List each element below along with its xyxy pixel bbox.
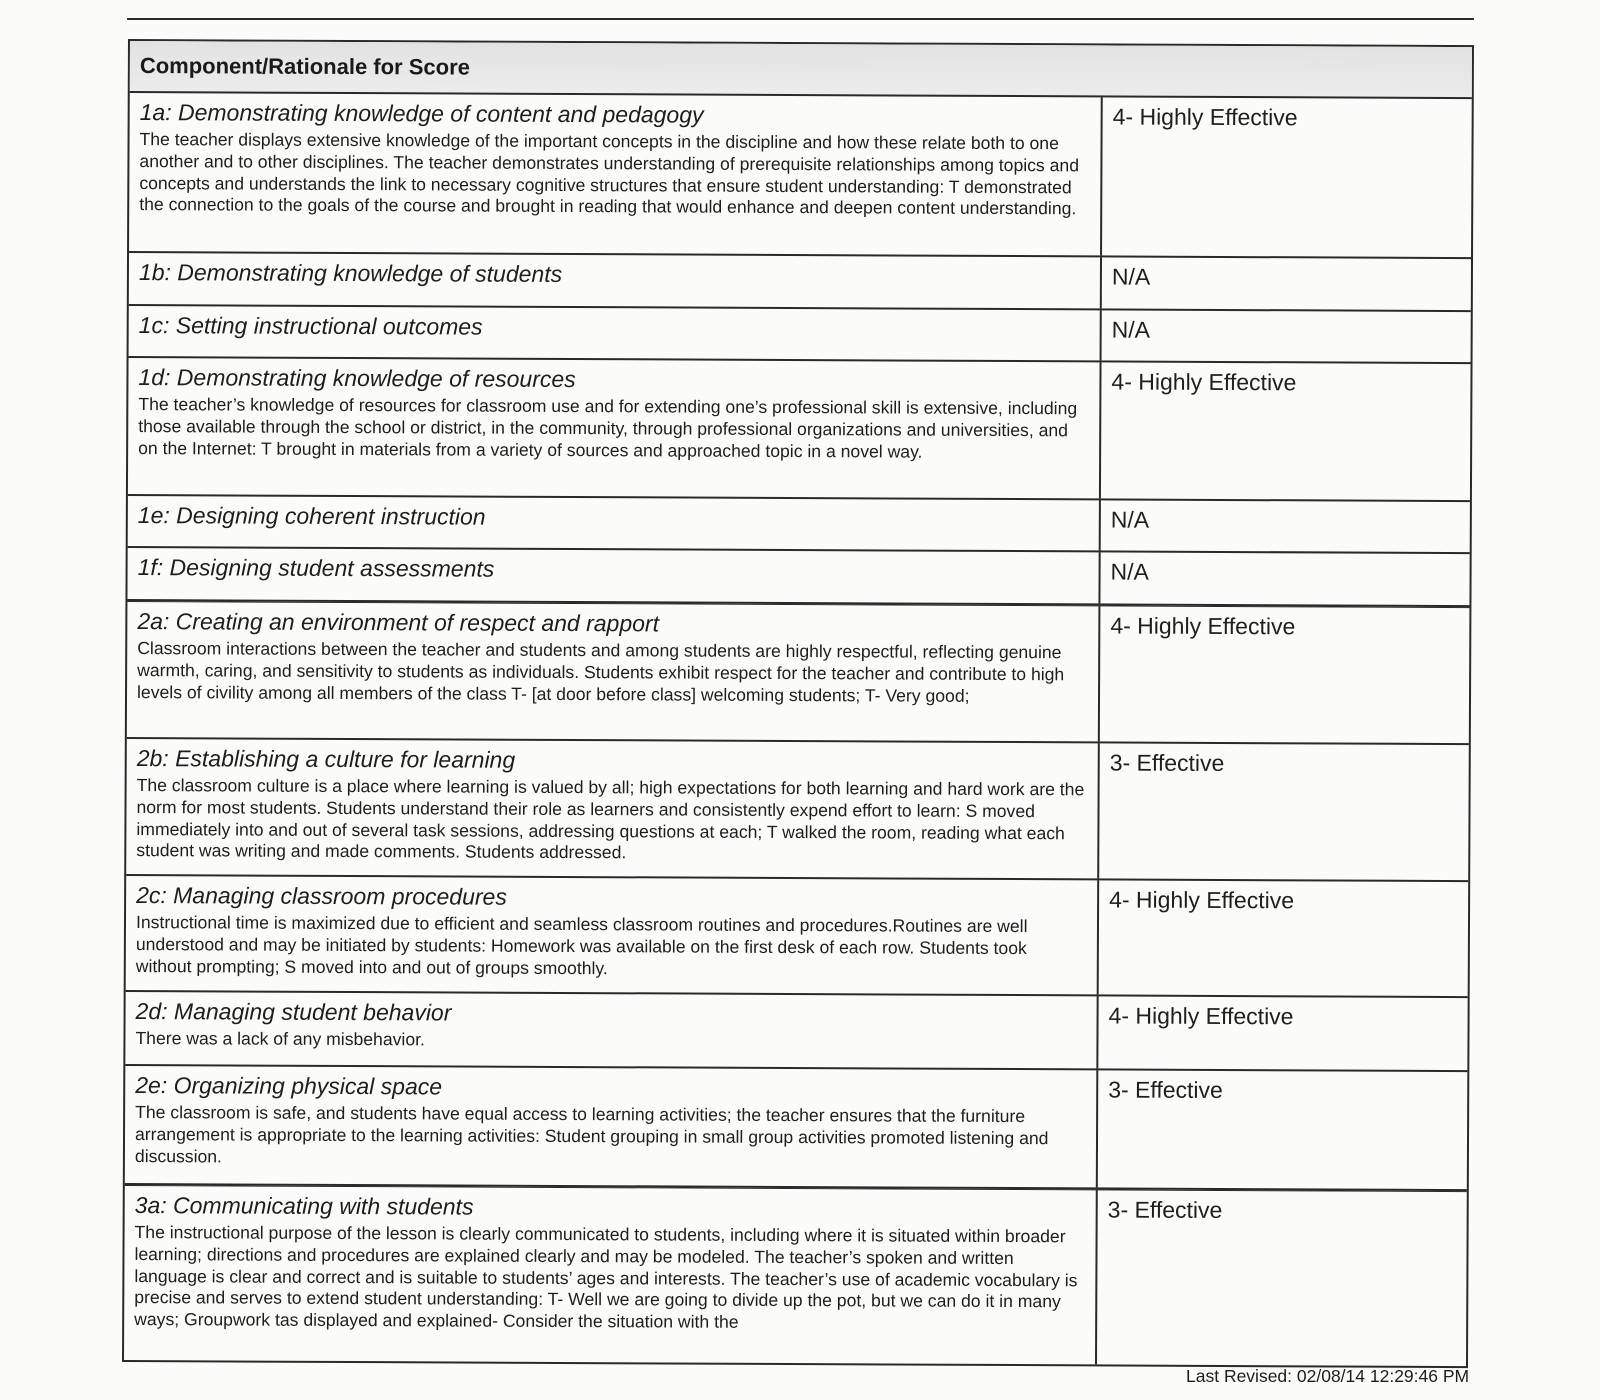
component-cell — [126, 739, 1100, 878]
component-rationale: The teacher displays extensive knowledge of the important concepts in the discipline and how these relate both to one another and to other disciplines. The teacher demonstrates understanding of prerequisite relationships among topics and concepts and understands the link to necessary cognitive structures that ensure student understanding: T demonstrated the connection to the goals of the course and brought in reading that would enhance and deepen content understanding. — [139, 129, 1080, 219]
component-rationale: There was a lack of any misbehavior. — [135, 1028, 425, 1050]
component-title: 3a: Communicating with students — [134, 1192, 474, 1220]
component-rationale: The instructional purpose of the lesson is clearly communicated to students, including where it is situated within broader learning; directions and procedures are explained clearly and may be modeled. The teacher’s spoken and written language is clear and correct and is suitable to students’ ages and interests. The teacher’s use of academic vocabulary is precise and serves to extend student understanding: T- Well we are going to divide up the pot, but we can do it in many ways; Groupwork tas displayed and explained- Consider the situation with the — [134, 1222, 1078, 1332]
component-title: 1d: Demonstrating knowledge of resources — [138, 364, 576, 393]
table-row — [124, 1185, 1467, 1366]
component-rationale: The teacher’s knowledge of resources for classroom use and for extending one’s professional skill is extensive, including those available through the school or district, in the community, through professional organizations and universities, and on the Internet: T brought in materials from a variety of sources and approached topic in a novel way. — [138, 394, 1078, 462]
component-cell — [126, 876, 1100, 994]
score-cell: N/A — [1110, 506, 1150, 533]
component-cell — [128, 496, 1101, 550]
component-rationale: The classroom is safe, and students have equal access to learning activities; the teacher ensures that the furniture arrangement is appropriate to the learning activities: Student grouping in small group activities promoted listening and discussion. — [134, 1102, 1049, 1167]
component-title: 1c: Setting instructional outcomes — [138, 312, 483, 340]
component-cell — [127, 602, 1101, 741]
component-cell — [125, 1066, 1099, 1187]
component-cell — [129, 253, 1102, 308]
last-revised-timestamp: Last Revised: 02/08/14 12:29:46 PM — [1186, 1366, 1470, 1386]
score-cell: 3- Effective — [1107, 1196, 1223, 1223]
component-cell — [129, 306, 1102, 360]
component-rationale: Classroom interactions between the teacher and students and among students are highly respectful, reflecting genuine warmth, caring, and sensitivity to students as individuals. Students exhibit respect for the teacher and contribute to high levels of civility among all members of the class T- [at door before class] welcoming students; T- Very good; — [136, 638, 1065, 706]
score-cell: N/A — [1111, 263, 1151, 290]
table-row — [125, 1066, 1468, 1191]
component-cell — [124, 1186, 1098, 1364]
component-title: 2e: Organizing physical space — [135, 1072, 443, 1100]
score-cell: 4- Highly Effective — [1111, 368, 1297, 396]
component-cell — [128, 358, 1102, 498]
table-row — [125, 992, 1467, 1072]
component-title: 2a: Creating an environment of respect and rapport — [137, 608, 660, 637]
component-cell — [125, 992, 1098, 1068]
top-rule — [127, 18, 1474, 20]
component-rationale: Instructional time is maximized due to efficient and seamless classroom routines and procedures.Routines are well understood and may be initiated by students: Homework was available on the first desk of each row. Students took without prompting; S moved into and out of groups smoothly. — [135, 912, 1028, 978]
component-title: 2c: Managing classroom procedures — [136, 882, 507, 910]
score-cell: 3- Effective — [1108, 1076, 1223, 1103]
score-cell: N/A — [1111, 316, 1151, 343]
score-cell: 4- Highly Effective — [1108, 1002, 1294, 1030]
component-title: 2d: Managing student behavior — [135, 998, 452, 1026]
table-row — [126, 876, 1469, 998]
component-title: 2b: Establishing a culture for learning — [136, 745, 516, 773]
component-title: 1a: Demonstrating knowledge of content and pedagogy — [139, 99, 704, 128]
table-header-title: Component/Rationale for Score — [139, 53, 470, 80]
score-cell: 4- Highly Effective — [1110, 612, 1296, 640]
table-row — [128, 496, 1470, 554]
component-title: 1b: Demonstrating knowledge of students — [138, 259, 563, 287]
table-row — [129, 306, 1471, 364]
table-row — [129, 253, 1471, 312]
component-title: 1f: Designing student assessments — [137, 554, 495, 582]
table-row — [128, 358, 1471, 502]
component-rationale: The classroom culture is a place where learning is valued by all; high expectations for both learning and hard work are the norm for most students. Students understand their role as learners and consistently expend effort to learn: S moved immediately into and out of several task sessions, addressing questions at each; T walked the room, reading what each student was writing and made comments. Students addressed. — [136, 775, 1085, 863]
evaluation-table — [122, 39, 1474, 1368]
score-cell: 3- Effective — [1109, 749, 1225, 776]
table-row — [126, 739, 1469, 882]
table-header — [130, 41, 1472, 99]
table-row — [129, 93, 1472, 259]
table-row — [127, 601, 1470, 745]
score-cell: 4- Highly Effective — [1109, 886, 1295, 914]
component-cell — [129, 93, 1103, 255]
table-row — [127, 548, 1469, 607]
score-cell: N/A — [1110, 558, 1149, 585]
score-cell: 4- Highly Effective — [1112, 103, 1298, 131]
component-title: 1e: Designing coherent instruction — [137, 502, 486, 530]
component-cell — [127, 548, 1100, 603]
